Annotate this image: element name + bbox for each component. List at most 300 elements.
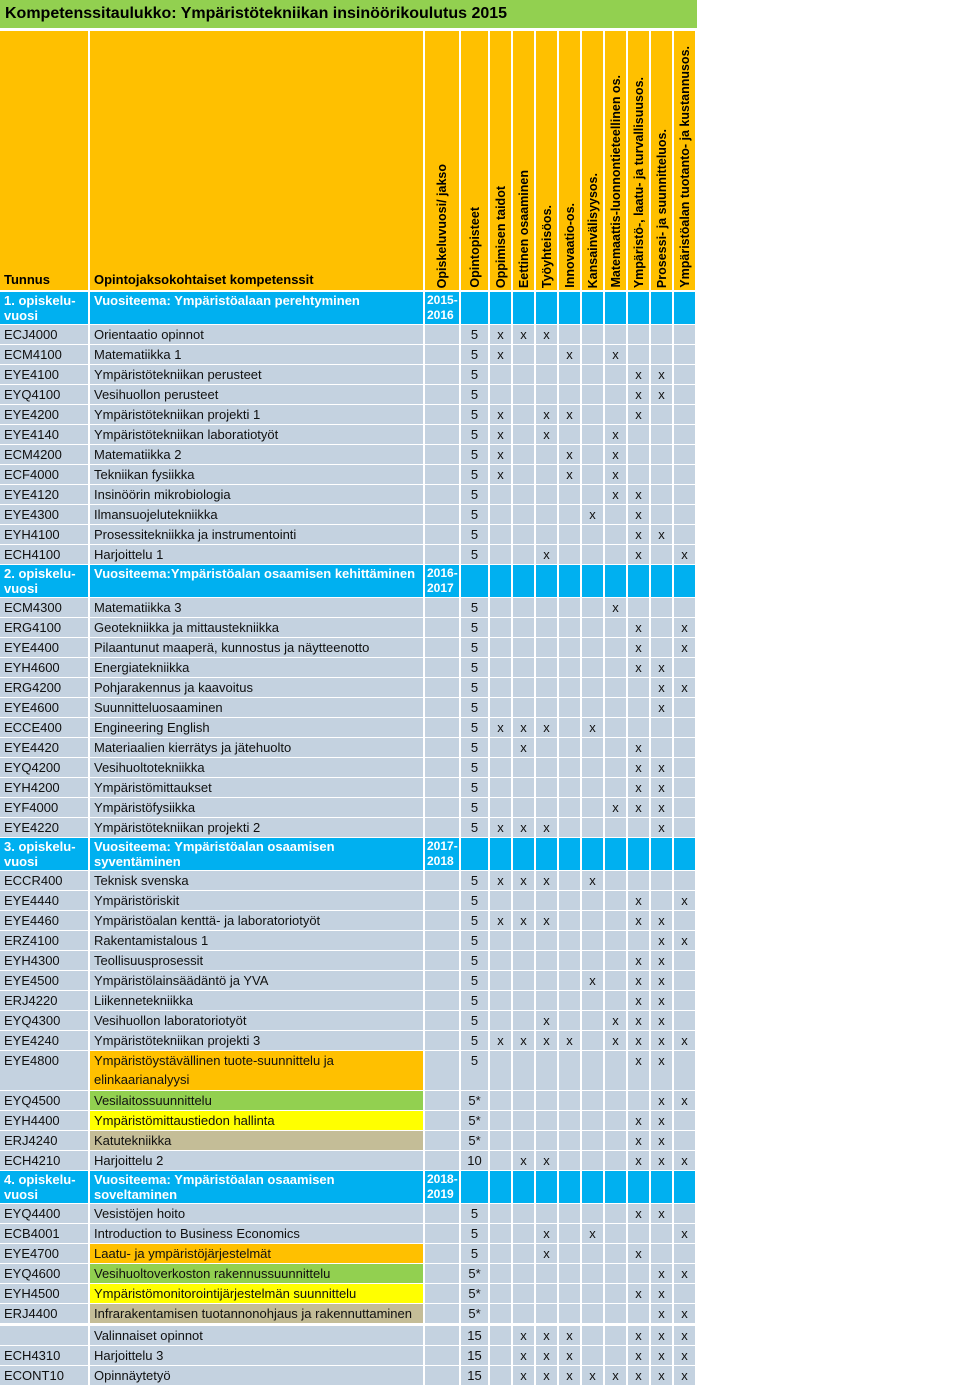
course-name-cell: Pilaantunut maaperä, kunnostus ja näytteenotto <box>90 638 423 657</box>
competence-mark-cell <box>651 505 672 524</box>
competence-mark-cell <box>490 891 511 910</box>
course-name-cell: Ympäristölainsäädäntö ja YVA <box>90 971 423 990</box>
competence-mark-cell: x <box>628 1051 649 1090</box>
competence-mark-cell <box>674 365 695 384</box>
course-row <box>0 505 964 524</box>
col-header-competence <box>674 31 695 290</box>
col-header-competence <box>628 31 649 290</box>
competence-mark-cell: x <box>536 325 557 344</box>
course-credits-cell: 5 <box>461 385 488 404</box>
course-code-cell: EYH4500 <box>0 1284 88 1303</box>
competence-mark-cell: x <box>628 505 649 524</box>
course-name-cell: Matematiikka 1 <box>90 345 423 364</box>
competence-mark-cell: x <box>605 465 626 484</box>
competence-mark-cell: x <box>536 1366 557 1385</box>
competence-mark-cell <box>490 991 511 1010</box>
competence-mark-cell <box>559 758 580 777</box>
course-code-cell: ERG4100 <box>0 618 88 637</box>
competence-mark-cell: x <box>674 545 695 564</box>
competence-mark-cell <box>536 1111 557 1130</box>
competence-mark-cell <box>490 545 511 564</box>
competence-mark-cell <box>605 638 626 657</box>
course-period-cell <box>425 1091 459 1110</box>
course-name-cell: Infrarakentamisen tuotannonohjaus ja rakennuttaminen <box>90 1304 423 1323</box>
course-code-cell: ERG4200 <box>0 678 88 697</box>
course-row <box>0 971 964 990</box>
competence-mark-cell <box>605 758 626 777</box>
competence-mark-cell <box>490 1111 511 1130</box>
competence-mark-cell <box>582 1304 603 1323</box>
course-name-cell: Ympäristöriskit <box>90 891 423 910</box>
competence-mark-cell <box>674 951 695 970</box>
competence-mark-cell <box>490 678 511 697</box>
course-row <box>0 325 964 344</box>
course-row <box>0 1346 964 1365</box>
competence-mark-cell <box>651 1224 672 1243</box>
competence-mark-cell <box>674 485 695 504</box>
course-row <box>0 1284 964 1303</box>
col-header-tunnus <box>0 31 88 290</box>
competence-mark-cell <box>674 405 695 424</box>
course-row <box>0 991 964 1010</box>
competence-mark-cell: x <box>582 1224 603 1243</box>
course-name-cell: Vesihuoltotekniikka <box>90 758 423 777</box>
course-row <box>0 545 964 564</box>
competence-mark-cell <box>559 931 580 950</box>
competence-mark-cell: x <box>651 1011 672 1030</box>
competence-mark-cell <box>559 911 580 930</box>
course-code-cell: ECH4210 <box>0 1151 88 1170</box>
col-header-competence-label: Kansainvälisyysos. <box>585 172 600 288</box>
section-competence-cell <box>674 838 695 870</box>
course-period-cell <box>425 1224 459 1243</box>
course-code-cell: EYE4460 <box>0 911 88 930</box>
course-code-cell: EYH4300 <box>0 951 88 970</box>
competence-mark-cell: x <box>628 1031 649 1050</box>
course-code-cell: ERJ4240 <box>0 1131 88 1150</box>
competence-mark-cell <box>536 738 557 757</box>
competence-mark-cell <box>605 698 626 717</box>
competence-mark-cell: x <box>651 1031 672 1050</box>
competence-mark-cell <box>513 698 534 717</box>
competence-mark-cell <box>628 465 649 484</box>
course-period-cell <box>425 365 459 384</box>
competence-mark-cell <box>628 818 649 837</box>
section-competence-cell <box>582 838 603 870</box>
competence-mark-cell <box>605 365 626 384</box>
competence-mark-cell <box>651 1244 672 1263</box>
competence-mark-cell: x <box>559 345 580 364</box>
competence-mark-cell <box>605 871 626 890</box>
course-credits-cell: 5 <box>461 505 488 524</box>
section-header-row <box>0 1171 964 1203</box>
competence-mark-cell <box>559 1111 580 1130</box>
course-credits-cell: 5 <box>461 758 488 777</box>
col-header-competence-label: Matemaattis-luonnontieteellinen os. <box>608 75 623 288</box>
course-credits-cell: 5 <box>461 738 488 757</box>
competence-mark-cell <box>513 485 534 504</box>
course-period-cell <box>425 698 459 717</box>
competence-mark-cell <box>559 798 580 817</box>
course-credits-cell: 5 <box>461 425 488 444</box>
course-period-cell <box>425 525 459 544</box>
competence-mark-cell <box>582 385 603 404</box>
competence-mark-cell: x <box>651 991 672 1010</box>
course-row <box>0 658 964 677</box>
competence-mark-cell <box>536 678 557 697</box>
course-row <box>0 1051 964 1090</box>
competence-mark-cell <box>559 991 580 1010</box>
col-header-competence-label: Eettinen osaaminen <box>516 169 531 288</box>
competence-mark-cell: x <box>674 1091 695 1110</box>
competence-mark-cell: x <box>513 818 534 837</box>
competence-mark-cell <box>605 618 626 637</box>
competence-mark-cell: x <box>536 911 557 930</box>
competence-mark-cell <box>582 698 603 717</box>
competence-mark-cell <box>651 638 672 657</box>
course-credits-cell: 15 <box>461 1366 488 1385</box>
course-period-cell <box>425 911 459 930</box>
competence-mark-cell <box>674 738 695 757</box>
competence-mark-cell <box>559 971 580 990</box>
course-period-cell <box>425 991 459 1010</box>
course-credits-cell: 5* <box>461 1111 488 1130</box>
competence-mark-cell <box>582 951 603 970</box>
competence-mark-cell <box>490 1326 511 1345</box>
competence-mark-cell: x <box>628 911 649 930</box>
course-period-cell <box>425 658 459 677</box>
course-credits-cell: 5 <box>461 658 488 677</box>
course-name-cell: Vesihuollon perusteet <box>90 385 423 404</box>
competence-mark-cell <box>628 598 649 617</box>
course-period-cell <box>425 1264 459 1283</box>
competence-mark-cell <box>559 678 580 697</box>
competence-mark-cell: x <box>536 1151 557 1170</box>
competence-mark-cell <box>582 1031 603 1050</box>
competence-mark-cell <box>605 1151 626 1170</box>
course-credits-cell: 5 <box>461 345 488 364</box>
competence-mark-cell <box>628 345 649 364</box>
competence-mark-cell <box>559 818 580 837</box>
competence-mark-cell <box>559 738 580 757</box>
competence-mark-cell: x <box>628 638 649 657</box>
competence-mark-cell <box>651 425 672 444</box>
competence-mark-cell <box>651 325 672 344</box>
course-credits-cell: 5 <box>461 871 488 890</box>
competence-mark-cell <box>651 718 672 737</box>
competence-mark-cell: x <box>559 1031 580 1050</box>
competence-mark-cell <box>559 891 580 910</box>
course-credits-cell: 5 <box>461 778 488 797</box>
section-competence-cell <box>605 565 626 597</box>
section-competence-cell <box>628 1171 649 1203</box>
competence-mark-cell: x <box>559 1366 580 1385</box>
competence-mark-cell: x <box>674 618 695 637</box>
competence-mark-cell: x <box>651 1151 672 1170</box>
course-name-cell: Prosessitekniikka ja instrumentointi <box>90 525 423 544</box>
competence-mark-cell: x <box>651 385 672 404</box>
competence-mark-cell: x <box>628 545 649 564</box>
competence-mark-cell <box>605 818 626 837</box>
section-competence-cell <box>536 838 557 870</box>
course-name-cell: Geotekniikka ja mittaustekniikka <box>90 618 423 637</box>
course-credits-cell: 5 <box>461 405 488 424</box>
course-period-cell <box>425 1284 459 1303</box>
competence-mark-cell <box>559 718 580 737</box>
course-period-cell <box>425 385 459 404</box>
competence-mark-cell: x <box>628 618 649 637</box>
competence-mark-cell: x <box>628 525 649 544</box>
course-period-cell <box>425 1051 459 1090</box>
competence-mark-cell: x <box>490 405 511 424</box>
competence-mark-cell: x <box>559 405 580 424</box>
competence-mark-cell: x <box>490 911 511 930</box>
competence-mark-cell: x <box>628 1151 649 1170</box>
competence-mark-cell <box>513 385 534 404</box>
competence-mark-cell: x <box>674 1304 695 1323</box>
course-row <box>0 698 964 717</box>
course-code-cell: EYE4140 <box>0 425 88 444</box>
section-competence-cell <box>651 565 672 597</box>
competence-mark-cell <box>582 425 603 444</box>
competence-mark-cell <box>582 465 603 484</box>
competence-mark-cell <box>605 658 626 677</box>
competence-mark-cell <box>628 718 649 737</box>
col-header-competence <box>490 31 511 290</box>
competence-mark-cell <box>605 1131 626 1150</box>
competence-mark-cell <box>513 1051 534 1090</box>
competence-mark-cell: x <box>628 1326 649 1345</box>
course-credits-cell: 5 <box>461 971 488 990</box>
competence-mark-cell <box>490 525 511 544</box>
course-name-cell: Ympäristömonitorointijärjestelmän suunnittelu <box>90 1284 423 1303</box>
competence-mark-cell <box>674 1131 695 1150</box>
page-title: Kompetenssitaulukko: Ympäristötekniikan insinöörikoulutus 2015 <box>0 0 697 28</box>
competence-mark-cell: x <box>605 1366 626 1385</box>
competence-mark-cell <box>490 758 511 777</box>
course-period-cell <box>425 778 459 797</box>
competence-mark-cell <box>582 345 603 364</box>
course-name-cell: Orientaatio opinnot <box>90 325 423 344</box>
competence-mark-cell: x <box>628 1131 649 1150</box>
course-period-cell <box>425 445 459 464</box>
competence-mark-cell <box>605 1091 626 1110</box>
competence-mark-cell: x <box>651 1131 672 1150</box>
course-row <box>0 1326 964 1345</box>
section-credits-cell <box>461 292 488 324</box>
course-row <box>0 871 964 890</box>
competence-mark-cell <box>582 638 603 657</box>
course-row <box>0 425 964 444</box>
course-period-cell <box>425 891 459 910</box>
competence-mark-cell <box>559 1091 580 1110</box>
section-competence-cell <box>582 565 603 597</box>
competence-mark-cell <box>559 1131 580 1150</box>
course-row <box>0 1244 964 1263</box>
course-credits-cell: 5 <box>461 698 488 717</box>
section-credits-cell <box>461 838 488 870</box>
competence-mark-cell <box>628 325 649 344</box>
section-competence-cell <box>536 565 557 597</box>
competence-mark-cell <box>582 618 603 637</box>
competence-mark-cell <box>536 1304 557 1323</box>
section-competence-cell <box>628 292 649 324</box>
competence-mark-cell <box>536 485 557 504</box>
section-competence-cell <box>605 1171 626 1203</box>
competence-mark-cell: x <box>559 465 580 484</box>
competence-mark-cell: x <box>536 1244 557 1263</box>
course-credits-cell: 5* <box>461 1091 488 1110</box>
competence-mark-cell <box>651 738 672 757</box>
course-period-cell <box>425 1244 459 1263</box>
competence-mark-cell <box>536 1264 557 1283</box>
course-row <box>0 891 964 910</box>
competence-mark-cell <box>559 325 580 344</box>
competence-mark-cell <box>513 1244 534 1263</box>
course-name-cell: Ilmansuojelutekniikka <box>90 505 423 524</box>
course-name-cell: Ympäristöfysiikka <box>90 798 423 817</box>
course-code-cell: EYH4600 <box>0 658 88 677</box>
competence-mark-cell: x <box>651 1051 672 1090</box>
col-header-kompetenssit <box>90 31 423 290</box>
competence-mark-cell: x <box>674 1264 695 1283</box>
course-code-cell: EYE4700 <box>0 1244 88 1263</box>
competence-mark-cell <box>582 525 603 544</box>
competence-mark-cell <box>490 798 511 817</box>
section-competence-cell <box>674 565 695 597</box>
competence-mark-cell <box>628 871 649 890</box>
course-name-cell: Introduction to Business Economics <box>90 1224 423 1243</box>
competence-mark-cell: x <box>582 1366 603 1385</box>
section-theme: Vuositeema: Ympäristöalan osaamisen syventäminen <box>90 838 423 870</box>
competence-mark-cell: x <box>513 718 534 737</box>
course-row <box>0 638 964 657</box>
competence-mark-cell <box>559 778 580 797</box>
section-competence-cell <box>559 292 580 324</box>
competence-mark-cell: x <box>628 991 649 1010</box>
course-code-cell: EYE4240 <box>0 1031 88 1050</box>
competence-mark-cell <box>674 1011 695 1030</box>
competence-mark-cell <box>536 638 557 657</box>
competence-mark-cell <box>582 1051 603 1090</box>
competence-mark-cell: x <box>582 871 603 890</box>
course-period-cell <box>425 485 459 504</box>
course-credits-cell: 5 <box>461 545 488 564</box>
competence-mark-cell <box>513 991 534 1010</box>
competence-mark-cell <box>582 798 603 817</box>
competence-mark-cell <box>536 365 557 384</box>
course-period-cell <box>425 718 459 737</box>
competence-mark-cell <box>605 931 626 950</box>
competence-mark-cell <box>490 931 511 950</box>
competence-mark-cell <box>559 1011 580 1030</box>
competence-mark-cell <box>582 1244 603 1263</box>
course-name-cell: Rakentamistalous 1 <box>90 931 423 950</box>
competence-mark-cell: x <box>628 485 649 504</box>
competence-mark-cell: x <box>628 891 649 910</box>
competence-mark-cell <box>674 1051 695 1090</box>
competence-mark-cell <box>490 385 511 404</box>
course-name-cell: Matematiikka 2 <box>90 445 423 464</box>
course-name-cell: Liikennetekniikka <box>90 991 423 1010</box>
section-header-row <box>0 565 964 597</box>
competence-mark-cell: x <box>651 1284 672 1303</box>
course-name-cell: Ympäristömittaustiedon hallinta <box>90 1111 423 1130</box>
course-period-cell <box>425 738 459 757</box>
competence-mark-cell: x <box>651 798 672 817</box>
competence-mark-cell <box>490 638 511 657</box>
competence-mark-cell: x <box>490 345 511 364</box>
competence-mark-cell: x <box>674 931 695 950</box>
competence-mark-cell: x <box>674 1031 695 1050</box>
competence-mark-cell <box>536 798 557 817</box>
competence-mark-cell <box>674 325 695 344</box>
competence-mark-cell <box>674 698 695 717</box>
competence-mark-cell <box>513 618 534 637</box>
competence-mark-cell <box>490 778 511 797</box>
course-name-cell: Suunnitteluosaaminen <box>90 698 423 717</box>
competence-mark-cell <box>559 505 580 524</box>
course-row <box>0 345 964 364</box>
course-row <box>0 818 964 837</box>
course-period-cell <box>425 1151 459 1170</box>
competence-mark-cell <box>559 425 580 444</box>
course-period-cell <box>425 598 459 617</box>
competence-mark-cell <box>559 658 580 677</box>
section-competence-cell <box>513 1171 534 1203</box>
competence-mark-cell <box>582 1326 603 1345</box>
competence-mark-cell <box>582 598 603 617</box>
competence-mark-cell: x <box>651 1204 672 1223</box>
course-row <box>0 738 964 757</box>
competence-mark-cell: x <box>651 818 672 837</box>
competence-mark-cell: x <box>605 1031 626 1050</box>
section-competence-cell <box>490 838 511 870</box>
course-code-cell: EYE4120 <box>0 485 88 504</box>
course-credits-cell: 5 <box>461 678 488 697</box>
competence-mark-cell <box>559 598 580 617</box>
competence-mark-cell <box>582 325 603 344</box>
competence-mark-cell: x <box>513 325 534 344</box>
col-header-competence <box>536 31 557 290</box>
course-name-cell: Harjoittelu 3 <box>90 1346 423 1365</box>
competence-mark-cell <box>536 345 557 364</box>
competence-mark-cell <box>536 1131 557 1150</box>
competence-mark-cell <box>674 971 695 990</box>
competence-mark-cell: x <box>536 1011 557 1030</box>
course-credits-cell: 5 <box>461 525 488 544</box>
competence-mark-cell <box>582 818 603 837</box>
course-credits-cell: 5 <box>461 1031 488 1050</box>
course-code-cell: EYF4000 <box>0 798 88 817</box>
course-period-cell <box>425 1131 459 1150</box>
competence-mark-cell <box>605 738 626 757</box>
competence-mark-cell <box>513 1011 534 1030</box>
course-row <box>0 525 964 544</box>
course-row <box>0 911 964 930</box>
course-name-cell: Ympäristötekniikan laboratiotyöt <box>90 425 423 444</box>
competence-mark-cell <box>582 911 603 930</box>
section-competence-cell <box>674 1171 695 1203</box>
section-competence-cell <box>559 838 580 870</box>
competence-mark-cell: x <box>628 758 649 777</box>
competence-mark-cell: x <box>582 971 603 990</box>
course-credits-cell: 5 <box>461 1244 488 1263</box>
course-code-cell: EYE4400 <box>0 638 88 657</box>
competence-mark-cell <box>559 951 580 970</box>
competence-mark-cell: x <box>605 598 626 617</box>
course-code-cell: EYQ4500 <box>0 1091 88 1110</box>
